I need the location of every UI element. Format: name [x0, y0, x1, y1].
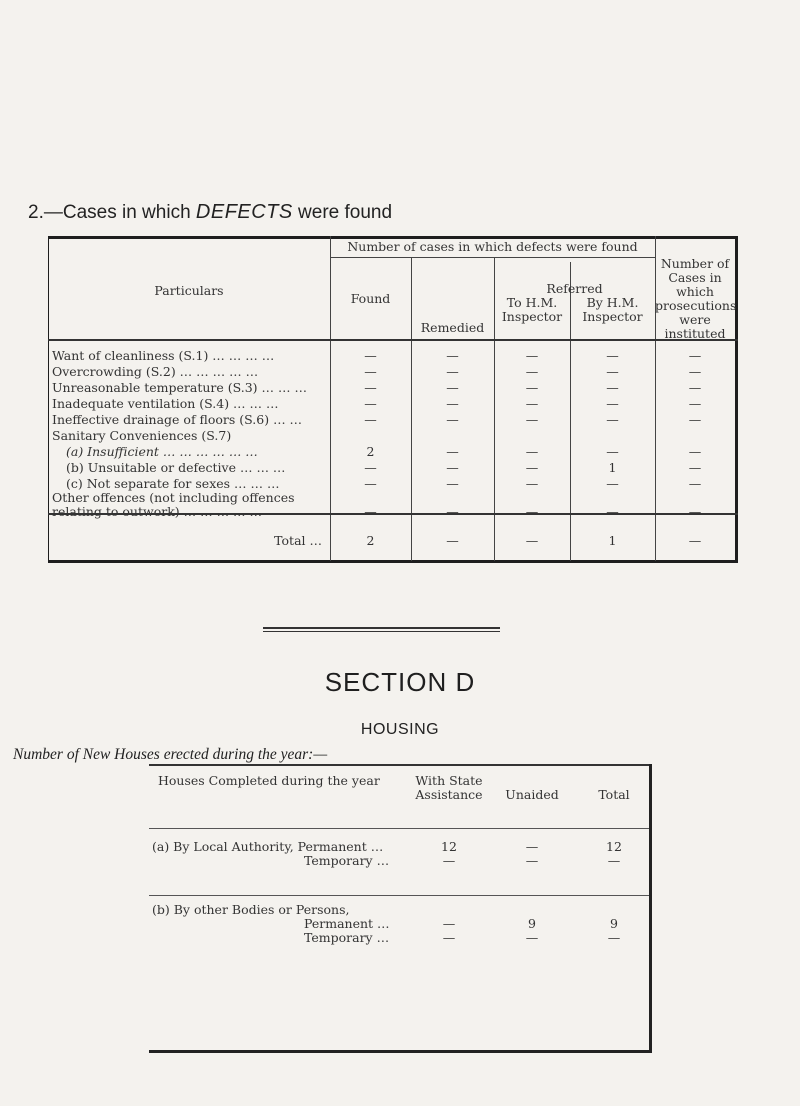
- col-to-hm-2: Inspector: [501, 309, 563, 324]
- heading-number: 2.: [28, 202, 44, 223]
- cell-to-hm: —: [525, 504, 539, 519]
- total-by-hm: 1: [608, 533, 617, 548]
- col-state-2: Assistance: [415, 787, 483, 802]
- cell-prosecutions: —: [688, 380, 702, 395]
- cell-to-hm: —: [525, 396, 539, 411]
- col-particulars: Particulars: [154, 283, 224, 298]
- row-label: Overcrowding (S.2) … … … … …: [52, 364, 259, 379]
- total-remedied: —: [446, 533, 459, 548]
- cell-found: —: [364, 476, 377, 491]
- cell-to-hm: —: [525, 412, 539, 427]
- row-label: Ineffective drainage of floors (S.6) … …: [52, 412, 303, 427]
- cell-prosecutions: —: [688, 364, 702, 379]
- row-label: (b) Unsuitable or defective … … …: [66, 460, 286, 475]
- col-prosecutions-1: Number of: [660, 256, 730, 271]
- header-rule: [149, 828, 649, 829]
- cell-remedied: —: [446, 348, 459, 363]
- section-subtitle: HOUSING: [360, 721, 440, 738]
- cell-by-hm: —: [606, 476, 619, 491]
- cell-found: —: [364, 460, 377, 475]
- cell-remedied: —: [446, 460, 459, 475]
- row-label: Other offences (not including offences: [52, 490, 295, 505]
- total-prosecutions: —: [688, 533, 702, 548]
- cell-total: —: [607, 930, 621, 945]
- right-rule: [649, 764, 652, 1053]
- cell-to-hm: —: [525, 364, 539, 379]
- cell-to-hm: —: [525, 444, 539, 459]
- cell-state: —: [442, 853, 456, 868]
- cell-remedied: —: [446, 412, 459, 427]
- row-label: (a) Insufficient … … … … … …: [66, 444, 258, 459]
- row-label: Temporary …: [304, 853, 390, 868]
- cell-prosecutions: —: [688, 444, 702, 459]
- col-prosecutions-3: which: [676, 284, 714, 299]
- col-by-hm-1: By H.M.: [586, 295, 639, 310]
- cell-by-hm: —: [606, 412, 619, 427]
- cell-found: —: [364, 412, 377, 427]
- section-separator: [263, 627, 500, 629]
- cell-prosecutions: —: [688, 348, 702, 363]
- top-rule: [149, 764, 649, 766]
- cell-remedied: —: [446, 476, 459, 491]
- cell-to-hm: —: [525, 460, 539, 475]
- section-separator: [263, 631, 500, 632]
- col-prosecutions-4: prosecutions: [655, 298, 737, 313]
- cell-to-hm: —: [525, 380, 539, 395]
- group-b-label: (b) By other Bodies or Persons,: [152, 902, 350, 917]
- cell-by-hm: —: [606, 396, 619, 411]
- cell-total: 12: [606, 839, 622, 854]
- row-label: Temporary …: [304, 930, 390, 945]
- cell-by-hm: —: [606, 444, 619, 459]
- col-completed: Houses Completed during the year: [158, 773, 380, 788]
- cell-found: —: [364, 380, 377, 395]
- cell-found: —: [364, 364, 377, 379]
- cell-remedied: —: [446, 364, 459, 379]
- col-to-hm-1: To H.M.: [506, 295, 558, 310]
- row-label: Want of cleanliness (S.1) … … … …: [52, 348, 275, 363]
- col-unaided: Unaided: [505, 787, 559, 802]
- cell-found: —: [364, 504, 377, 519]
- col-prosecutions-6: instituted: [664, 326, 726, 341]
- cell-state: —: [442, 916, 456, 931]
- header-rule: [48, 339, 738, 341]
- cell-found: 2: [366, 444, 375, 459]
- cell-unaided: 9: [528, 916, 536, 931]
- section-title: SECTION D: [324, 667, 476, 697]
- cell-to-hm: —: [525, 476, 539, 491]
- cell-prosecutions: —: [688, 476, 702, 491]
- col-state-1: With State: [415, 773, 483, 788]
- cell-total: —: [607, 853, 621, 868]
- cell-state: —: [442, 930, 456, 945]
- col-by-hm-2: Inspector: [582, 309, 643, 324]
- cell-found: —: [364, 396, 377, 411]
- cell-by-hm: —: [606, 364, 619, 379]
- cell-prosecutions: —: [688, 460, 702, 475]
- col-prosecutions-5: were: [679, 312, 711, 327]
- cell-found: —: [364, 348, 377, 363]
- col-total: Total: [598, 787, 630, 802]
- header-rule: [330, 257, 655, 258]
- heading-prefix: —Cases in which: [43, 202, 196, 223]
- col-prosecutions-2: Cases in: [668, 270, 722, 285]
- row-label: Permanent …: [304, 916, 390, 931]
- col-group: Number of cases in which defects were found: [347, 239, 638, 254]
- cell-unaided: —: [525, 853, 539, 868]
- cell-prosecutions: —: [688, 396, 702, 411]
- total-found: 2: [366, 533, 375, 548]
- col-found: Found: [350, 291, 391, 306]
- cell-remedied: —: [446, 380, 459, 395]
- defects-table: [48, 236, 738, 561]
- cell-prosecutions: —: [688, 504, 702, 519]
- houses-table: [149, 764, 653, 1054]
- intro-text: Number of New Houses erected during the year:—: [13, 746, 328, 763]
- cell-unaided: —: [525, 930, 539, 945]
- cell-to-hm: —: [525, 348, 539, 363]
- cell-unaided: —: [525, 839, 539, 854]
- heading-suffix: were found: [292, 202, 393, 223]
- cell-by-hm: —: [606, 348, 619, 363]
- total-to-hm: —: [525, 533, 539, 548]
- row-label: Inadequate ventilation (S.4) … … …: [52, 396, 279, 411]
- cell-by-hm: 1: [608, 460, 617, 475]
- cell-remedied: —: [446, 444, 459, 459]
- cell-by-hm: —: [606, 380, 619, 395]
- heading-caps: DEFECTS: [195, 201, 293, 223]
- row-label: (c) Not separate for sexes … … …: [66, 476, 280, 491]
- bottom-rule: [149, 1050, 649, 1053]
- row-label: Sanitary Conveniences (S.7): [52, 428, 232, 443]
- row-label: Unreasonable temperature (S.3) … … …: [52, 380, 307, 395]
- cell-remedied: —: [446, 504, 459, 519]
- cell-by-hm: —: [606, 504, 619, 519]
- cell-remedied: —: [446, 396, 459, 411]
- total-label: Total …: [274, 533, 322, 548]
- cell-state: 12: [441, 839, 457, 854]
- group-rule: [149, 895, 649, 896]
- row-label: relating to outwork) … … … … …: [52, 504, 263, 519]
- defects-heading: [28, 201, 392, 224]
- col-referred: Referred: [546, 281, 603, 296]
- cell-prosecutions: —: [688, 412, 702, 427]
- cell-total: 9: [610, 916, 618, 931]
- col-remedied: Remedied: [420, 320, 485, 335]
- group-a-label: (a) By Local Authority, Permanent …: [152, 839, 384, 854]
